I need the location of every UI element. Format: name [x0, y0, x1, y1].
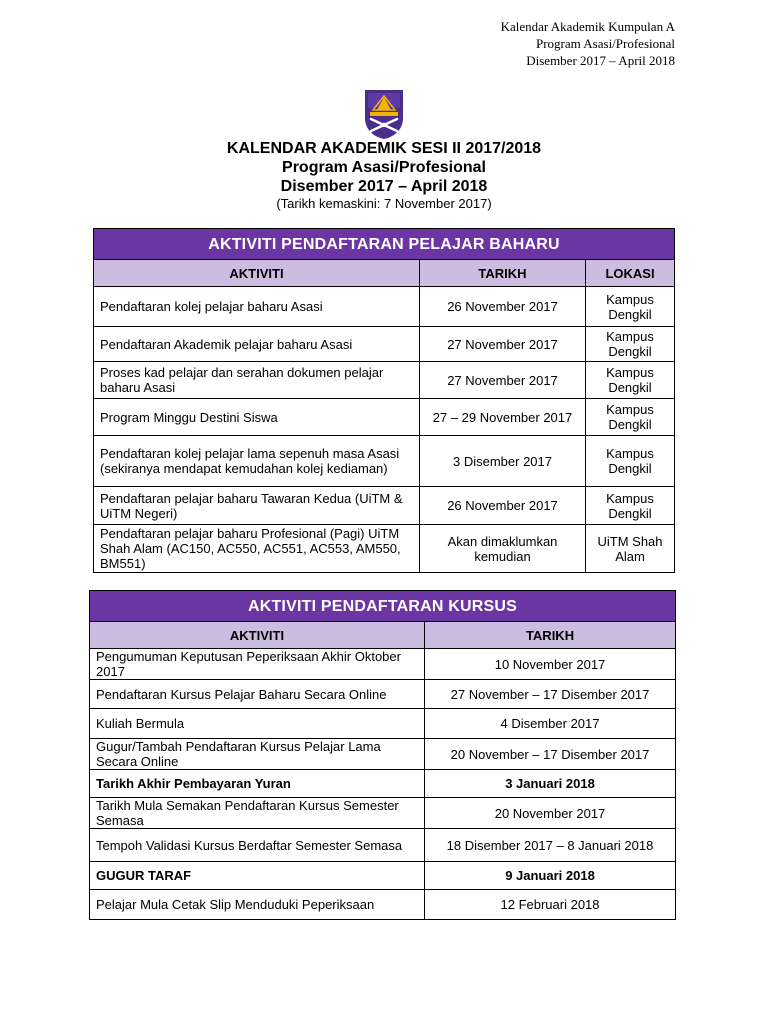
- table-row: [90, 649, 676, 680]
- activity-cell: Pendaftaran pelajar baharu Profesional (Pagi) UiTM Shah Alam (AC150, AC550, AC551, AC553, AM550, BM551): [94, 525, 420, 573]
- table-row: [90, 680, 676, 709]
- activity-cell: Pengumuman Keputusan Peperiksaan Akhir Oktober 2017: [90, 649, 425, 680]
- table-row: [94, 287, 675, 327]
- header-line-1: Kalendar Akademik Kumpulan A: [500, 19, 675, 34]
- activity-cell: Pendaftaran Akademik pelajar baharu Asasi: [94, 327, 420, 362]
- activity-cell: Pendaftaran Kursus Pelajar Baharu Secara Online: [90, 680, 425, 709]
- column-header-activity: AKTIVITI: [94, 260, 420, 287]
- registration-table: [93, 228, 675, 573]
- table-row: [94, 399, 675, 436]
- activity-cell: Program Minggu Destini Siswa: [94, 399, 420, 436]
- document-title-block: [0, 139, 768, 211]
- title-line-3: Disember 2017 – April 2018: [280, 178, 488, 195]
- course-registration-table: [89, 590, 676, 920]
- course-table-banner: AKTIVITI PENDAFTARAN KURSUS: [90, 591, 676, 622]
- table-row: [90, 890, 676, 920]
- activity-cell: Tarikh Akhir Pembayaran Yuran: [90, 770, 425, 798]
- title-line-2: Program Asasi/Profesional: [282, 159, 486, 176]
- column-header-date: TARIKH: [425, 622, 676, 649]
- location-cell: UiTM Shah Alam: [586, 525, 675, 573]
- activity-cell: Pendaftaran pelajar baharu Tawaran Kedua (UiTM & UiTM Negeri): [94, 487, 420, 525]
- location-cell: Kampus Dengkil: [586, 436, 675, 487]
- activity-cell: Gugur/Tambah Pendaftaran Kursus Pelajar Lama Secara Online: [90, 739, 425, 770]
- table-row: [94, 362, 675, 399]
- header-line-2: Program Asasi/Profesional: [535, 36, 675, 51]
- date-cell: 26 November 2017: [420, 287, 586, 327]
- date-cell: 18 Disember 2017 – 8 Januari 2018: [425, 829, 676, 862]
- title-updated: (Tarikh kemaskini: 7 November 2017): [276, 196, 492, 211]
- column-header-location: LOKASI: [586, 260, 675, 287]
- date-cell: 20 November – 17 Disember 2017: [425, 739, 676, 770]
- table-row: [94, 436, 675, 487]
- table-row: [90, 862, 676, 890]
- date-cell: 27 November – 17 Disember 2017: [425, 680, 676, 709]
- table-row: [90, 770, 676, 798]
- document-header: [501, 18, 675, 69]
- table-row: [94, 327, 675, 362]
- activity-cell: GUGUR TARAF: [90, 862, 425, 890]
- date-cell: Akan dimaklumkan kemudian: [420, 525, 586, 573]
- date-cell: 27 November 2017: [420, 327, 586, 362]
- location-cell: Kampus Dengkil: [586, 287, 675, 327]
- table-row: [90, 739, 676, 770]
- table-row: [94, 525, 675, 573]
- date-cell: 26 November 2017: [420, 487, 586, 525]
- table-row: [94, 487, 675, 525]
- table-row: [90, 798, 676, 829]
- location-cell: Kampus Dengkil: [586, 362, 675, 399]
- registration-table-banner: AKTIVITI PENDAFTARAN PELAJAR BAHARU: [94, 229, 675, 260]
- location-cell: Kampus Dengkil: [586, 399, 675, 436]
- activity-cell: Pendaftaran kolej pelajar baharu Asasi: [94, 287, 420, 327]
- activity-cell: Tempoh Validasi Kursus Berdaftar Semester Semasa: [90, 829, 425, 862]
- date-cell: 20 November 2017: [425, 798, 676, 829]
- activity-cell: Pelajar Mula Cetak Slip Menduduki Peperiksaan: [90, 890, 425, 920]
- activity-cell: Pendaftaran kolej pelajar lama sepenuh masa Asasi (sekiranya mendapat kemudahan kolej kediaman): [94, 436, 420, 487]
- date-cell: 4 Disember 2017: [425, 709, 676, 739]
- date-cell: 27 November 2017: [420, 362, 586, 399]
- location-cell: Kampus Dengkil: [586, 327, 675, 362]
- header-line-3: Disember 2017 – April 2018: [526, 53, 675, 68]
- date-cell: 3 Disember 2017: [420, 436, 586, 487]
- date-cell: 3 Januari 2018: [425, 770, 676, 798]
- uitm-crest-icon: [362, 88, 406, 140]
- date-cell: 27 – 29 November 2017: [420, 399, 586, 436]
- activity-cell: Proses kad pelajar dan serahan dokumen pelajar baharu Asasi: [94, 362, 420, 399]
- date-cell: 9 Januari 2018: [425, 862, 676, 890]
- date-cell: 12 Februari 2018: [425, 890, 676, 920]
- activity-cell: Tarikh Mula Semakan Pendaftaran Kursus Semester Semasa: [90, 798, 425, 829]
- table-row: [90, 829, 676, 862]
- date-cell: 10 November 2017: [425, 649, 676, 680]
- column-header-activity: AKTIVITI: [90, 622, 425, 649]
- activity-cell: Kuliah Bermula: [90, 709, 425, 739]
- column-header-date: TARIKH: [420, 260, 586, 287]
- title-line-1: KALENDAR AKADEMIK SESI II 2017/2018: [226, 140, 542, 157]
- table-row: [90, 709, 676, 739]
- location-cell: Kampus Dengkil: [586, 487, 675, 525]
